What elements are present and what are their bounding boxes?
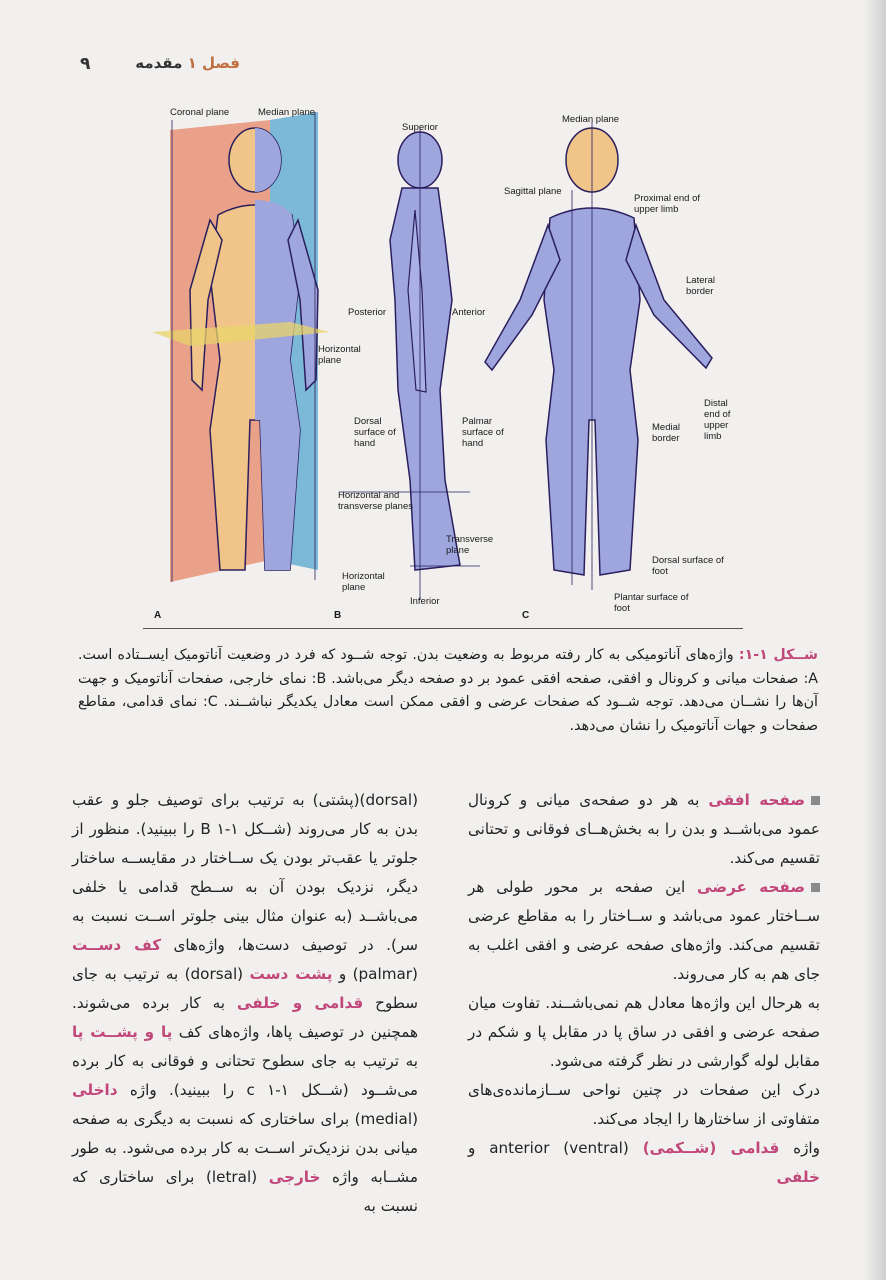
page-header [0,52,886,82]
bullet-text: این صفحه بر محور طولی هر ســاختار عمود می‌باشد و ســاختار را به مقاطع عرضی تقسیم می‌کند. واژه‌های صفحه عرضی و افقی اغلب به جای هم به کار می‌روند. [468,878,820,983]
label-posterior: Posterior [348,307,387,318]
term-posterior: خلفی [776,1168,820,1186]
square-bullet-icon [811,796,820,805]
chapter-heading [135,54,240,72]
term-anterior: قدامی (شــکمی) [642,1139,780,1157]
label-inferior: Inferior [410,596,440,607]
label-sagittal-plane: Sagittal plane [504,186,562,197]
text-run: واژه [779,1139,820,1157]
anatomy-figure [140,100,740,625]
text-run: به کار برده می‌شوند. همچنین در توصیف پاها، واژه‌های کف [72,994,419,1041]
label-proximal-end: Proximal end of upper limb [634,193,701,215]
label-median-plane-a: Median plane [258,107,316,118]
bullet-text: به هر دو صفحه‌ی میانی و کرونال عمود می‌باشــد و بدن را به بخش‌هــای فوقانی و تحتانی تقسیم می‌کند. [468,791,820,867]
label-dorsal-foot: Dorsal surface of foot [652,555,724,577]
label-horizontal-transverse: Horizontal and transverse planes [338,490,413,512]
label-median-plane-c: Median plane [562,114,620,125]
text-run: (letral) برای ساختاری که نسبت به [72,1168,418,1215]
paragraph [72,786,418,1221]
label-horizontal-plane-b: Horizontal plane [342,571,385,593]
bullet-horizontal-plane [468,786,820,873]
text-run: به ترتیب به جای سطوح تحتانی و فوقانی به کار برده می‌شــود (شــکل c ۱-۱ را ببینید). واژه [72,1052,418,1099]
text-run: anterior (ventral) و [468,1139,643,1157]
right-column [468,786,820,1192]
page-number: ۹ [80,54,91,74]
label-horizontal-plane-a: Horizontal plane [318,344,361,366]
term-anterior-posterior: قدامی و خلفی [236,994,364,1012]
caption-label: شــکل ۱-۱: [738,647,818,663]
text-run: (dorsal)(پشتی) به ترتیب برای توصیف جلو و عقب بدن به کار می‌روند (شــکل B ۱-۱ را ببینید). منظور از جلوتر یا عقب‌تر بودن یک ســاختار در مقایســه ساختار دیگر، نزدیک بودن آن به ســطح قدامی یا خلفی می‌باشــد (به عنوان مثال بینی جلوتر اســت نسبت به سر). در توصیف دست‌ها، واژه‌های [72,791,419,954]
label-lateral-border: Lateral border [686,275,716,297]
paragraph [468,1134,820,1192]
term-dorsal-hand: پشت دست [249,965,333,983]
figure-divider [143,628,743,629]
label-superior: Superior [402,122,438,133]
term-foot: پا و پشــت پا [72,1023,173,1041]
panel-label-a: A [154,610,162,621]
text-run: (palmar) و [332,965,418,983]
label-plantar-foot: Plantar surface of foot [614,592,689,614]
paragraph: به هرحال این واژه‌ها معادل هم نمی‌باشــند. تفاوت میان صفحه عرضی و افقی در ساق پا در مقابل پا و شکم در مقابل لوله گوارشی در نظر گرفته می‌شود. [468,994,820,1070]
label-transverse-plane: Transverse plane [446,534,494,556]
term-medial: داخلی [72,1081,118,1099]
square-bullet-icon [811,883,820,892]
left-column [72,786,418,1221]
label-distal-end: Distal end of upper limb [704,398,731,442]
page-edge-shadow [864,0,886,1280]
chapter-title: مقدمه [135,54,183,72]
text-run: (medial) برای ساختاری که نسبت به دیگری به صفحه میانی بدن نزدیک‌تر اســت به کار برده می‌شود. به طور مشــابه واژه [72,1110,418,1186]
label-medial-border: Medial border [652,422,680,444]
term-lateral: خارجی [268,1168,321,1186]
term-palmar: کف دســت [72,936,162,954]
label-coronal-plane: Coronal plane [170,107,230,118]
label-dorsal-hand: Dorsal surface of hand [354,416,396,449]
chapter-number: فصل ۱ [187,54,240,72]
bullet-transverse-plane [468,873,820,989]
paragraph: درک این صفحات در چنین نواحی ســازمانده‌ی‌های متفاوتی از ساختارها را ایجاد می‌کند. [468,1081,820,1128]
panel-label-c: C [522,610,530,621]
anatomy-illustration [140,100,740,625]
text-run: (dorsal) به ترتیب به جای سطوح [72,965,418,1012]
label-palmar-hand: Palmar surface of hand [462,416,504,449]
term-horizontal-plane: صفحه افقی [708,791,806,809]
term-transverse-plane: صفحه عرضی [697,878,805,896]
panel-label-b: B [334,610,342,621]
figure-caption [78,644,818,738]
label-anterior: Anterior [452,307,486,318]
caption-text: واژه‌های آناتومیکی به کار رفته مربوط به وضعیت بدن. توجه شــود که فرد در وضعیت آناتومیک ایســتاده است. A: صفحات میانی و کرونال و افقی، صفحه افقی عمود بر دو صفحه دیگر می‌باشد. B: نمای خارجی، صفحات آناتومیک و جهت آن‌ها را نشــان می‌دهد. توجه شــود که صفحات عرضی و افقی ممکن است معادل یکدیگر نباشــند. C: نمای قدامی، مقاطع صفحات و جهات آناتومیک را نشان می‌دهد. [78,647,818,734]
